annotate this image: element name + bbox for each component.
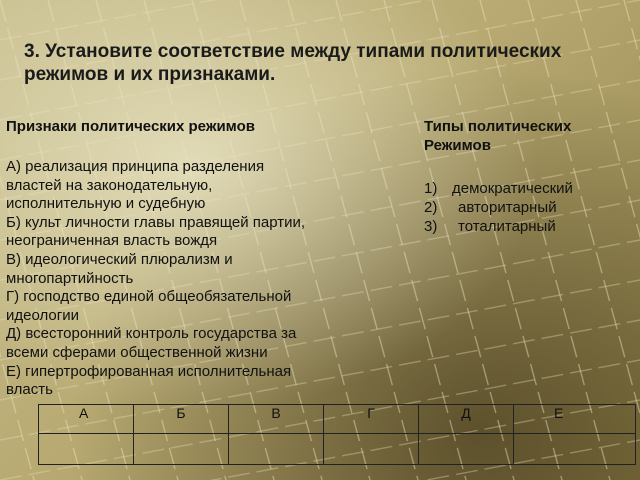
types-list: [424, 179, 573, 236]
type-item-2: [424, 198, 573, 217]
type-number: 2): [424, 199, 438, 216]
answer-header-cell: Д: [419, 405, 514, 434]
answer-cell[interactable]: [419, 434, 514, 465]
answer-header-cell: Г: [324, 405, 419, 434]
type-item-1: [424, 179, 573, 198]
answer-cell[interactable]: [324, 434, 419, 465]
answer-header-cell: А: [39, 405, 134, 434]
task-title: 3. Установите соответствие между типами политических режимов и их признаками.: [24, 41, 562, 85]
type-item-3: [424, 217, 573, 236]
feature-item-v: В) идеологический плюрализм и многопартийность: [6, 250, 233, 287]
answer-cell[interactable]: [514, 434, 636, 465]
type-number: 1): [424, 180, 438, 197]
answer-table-input-row: [39, 434, 636, 465]
types-heading: Типы политических Режимов: [424, 118, 572, 154]
answer-table-header-row: [39, 405, 636, 434]
answer-cell[interactable]: [134, 434, 229, 465]
answer-table: [38, 404, 636, 465]
feature-item-g: Г) господство единой общеобязательной идеологии: [6, 288, 292, 324]
feature-item-d: Д) всесторонний контроль государства за всеми сферами общественной жизни: [6, 325, 297, 361]
answer-cell[interactable]: [229, 434, 324, 465]
feature-item-b: Б) культ личности главы правящей партии, неограниченная власть вождя: [6, 213, 306, 250]
answer-header-cell: Б: [134, 405, 229, 434]
features-heading: Признаки политических режимов: [6, 118, 255, 135]
features-list: [6, 158, 386, 400]
type-label: демократический: [452, 180, 573, 197]
feature-item-e: Е) гипертрофированная исполнительная власть: [6, 362, 292, 399]
type-number: 3): [424, 218, 438, 235]
answer-cell[interactable]: [39, 434, 134, 465]
feature-item-a: А) реализация принципа разделения властей на законодательную, исполнительную и судебную: [6, 158, 265, 213]
type-label: тоталитарный: [458, 218, 556, 235]
answer-header-cell: В: [229, 405, 324, 434]
type-label: авторитарный: [458, 199, 557, 216]
answer-header-cell: Е: [514, 405, 636, 434]
